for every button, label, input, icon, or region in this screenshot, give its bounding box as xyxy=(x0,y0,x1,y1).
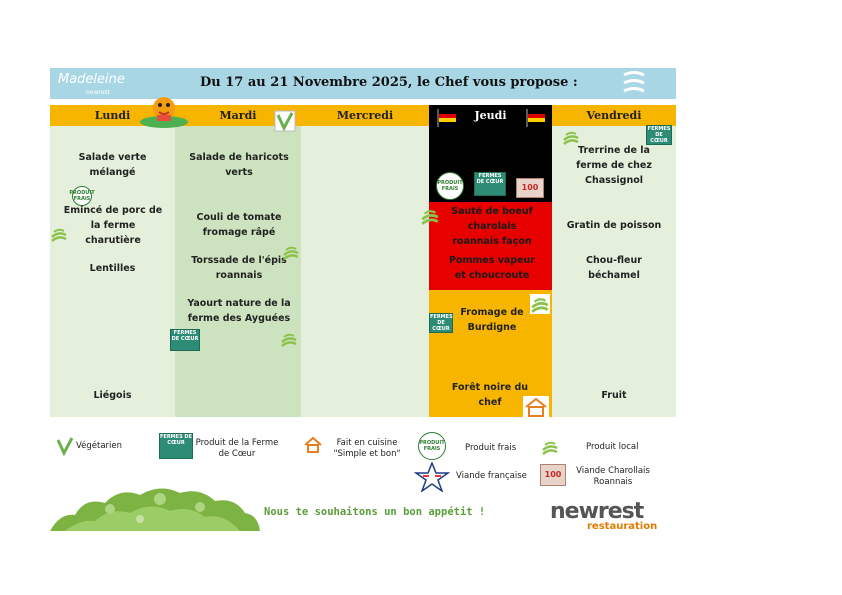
german-flag-icon xyxy=(436,108,458,128)
vendredi-side: Chou-fleur béchamel xyxy=(586,255,642,281)
mardi-starter: Salade de haricots verts xyxy=(189,152,289,178)
legend-cuisine: Fait en cuisine "Simple et bon" xyxy=(333,438,401,459)
legend-viande-france-icon xyxy=(414,462,450,492)
lundi-main: Emincé de porc de la ferme charutière xyxy=(63,205,163,246)
mardi-dairy: Yaourt nature de la ferme des Ayguées xyxy=(187,298,291,324)
produit-local-icon-2 xyxy=(282,243,300,261)
vegetarian-icon xyxy=(274,110,296,132)
page-title: Du 17 au 21 Novembre 2025, le Chef vous propose : xyxy=(200,75,578,90)
brand-logo: Madeleine xyxy=(58,72,125,87)
legend-produit-local: Produit local xyxy=(586,442,639,452)
day-header-mardi: Mardi xyxy=(175,105,301,126)
charolais-icon: 100 xyxy=(516,178,544,198)
day-header-mercredi: Mercredi xyxy=(301,105,429,126)
house-icon xyxy=(523,396,549,418)
fermes-coeur-icon-2: FERMES DE CŒUR xyxy=(474,172,506,196)
vendredi-main: Gratin de poisson xyxy=(566,220,662,231)
jeudi-dessert: Forêt noire du chef xyxy=(451,382,529,408)
produit-frais-icon: PRODUIT FRAIS xyxy=(72,186,92,206)
legend-charollais: Viande Charollais Roannais xyxy=(576,466,650,487)
produit-local-icon-4 xyxy=(420,206,440,226)
mardi-side: Torssade de l'épis roannais xyxy=(191,255,287,281)
fermes-coeur-icon-4: FERMES DE CŒUR xyxy=(647,126,671,144)
german-flag-icon-2 xyxy=(525,108,547,128)
newrest-logo: newrest xyxy=(550,499,644,524)
brand-sub: newrest xyxy=(86,89,110,96)
lundi-side: Lentilles xyxy=(89,263,136,274)
bon-appetit-text: Nous te souhaitons un bon appétit ! xyxy=(264,506,486,518)
column-mercredi xyxy=(301,126,429,417)
produit-local-icon xyxy=(50,225,68,243)
legend-produit-frais: Produit frais xyxy=(465,443,517,453)
day-header-jeudi: Jeudi xyxy=(429,105,552,126)
legend-vegetarian-icon xyxy=(55,436,75,456)
jeudi-side: Pommes vapeur et choucroute xyxy=(449,255,535,281)
produit-local-icon-5 xyxy=(530,294,550,314)
lundi-starter: Salade verte mélangé xyxy=(78,152,147,178)
fermes-coeur-icon: FERMES DE CŒUR xyxy=(170,329,200,351)
foliage-image xyxy=(50,483,260,531)
mardi-main: Couli de tomate fromage râpé xyxy=(196,212,282,238)
produit-frais-icon-2: PRODUIT FRAIS xyxy=(436,172,464,200)
legend-vegetarien: Végétarien xyxy=(76,441,123,451)
legend-fermes-icon: FERMES DE CŒUR xyxy=(159,433,193,459)
jeudi-cheese: Fromage de Burdigne xyxy=(460,307,524,333)
legend-house-icon xyxy=(303,436,323,454)
day-header-vendredi: Vendredi xyxy=(552,105,676,126)
fermes-coeur-icon-3: FERMES DE CŒUR xyxy=(430,314,453,332)
jeudi-main: Sauté de boeuf charolais roannais façon xyxy=(451,206,533,247)
legend-ferme-coeur: Produit de la Ferme de Cœur xyxy=(195,438,279,459)
lundi-dessert: Liégois xyxy=(93,390,132,401)
vendredi-starter: Trerrine de la ferme de chez Chassignol xyxy=(576,145,652,186)
legend-local-icon xyxy=(540,438,560,456)
legend-charolais-icon: 100 xyxy=(540,464,566,486)
day-header-lundi: Lundi xyxy=(50,105,175,126)
vendredi-dessert: Fruit xyxy=(601,390,627,401)
legend-viande-fr: Viande française xyxy=(456,471,527,481)
legend-produit-frais-icon: PRODUIT FRAIS xyxy=(418,432,446,460)
mascot-icon xyxy=(135,88,193,130)
newrest-logo-sub: restauration xyxy=(587,521,658,532)
produit-local-icon-3 xyxy=(280,330,298,348)
stripes-icon xyxy=(620,70,648,96)
